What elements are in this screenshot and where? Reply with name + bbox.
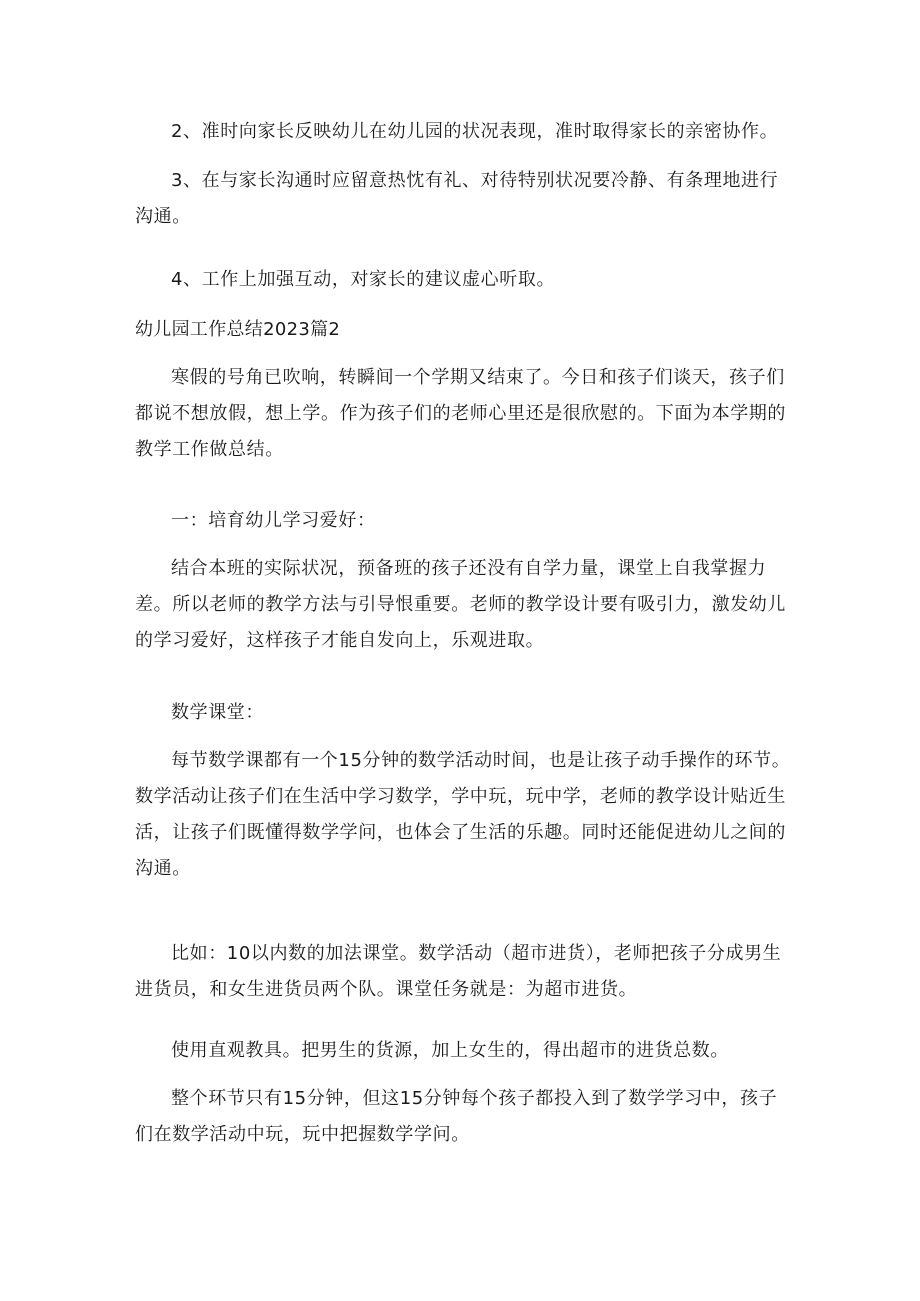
paragraph-teaching-aids: 使用直观教具。把男生的货源，加上女生的，得出超市的进货总数。 (171, 1040, 729, 1061)
list-item-4: 4、工作上加强互动，对家长的建议虚心听取。 (171, 269, 556, 290)
list-item-3: 3、在与家长沟通时应留意热忱有礼、对待特别状况要冷静、有条理地进行沟通。 (135, 170, 779, 227)
intro-paragraph: 寒假的号角已吹响，转瞬间一个学期又结束了。今日和孩子们谈天，孩子们都说不想放假，想上学。作为孩子们的老师心里还是很欣慰的。下面为本学期的教学工作做总结。 (135, 367, 786, 460)
paragraph-math-activity: 每节数学课都有一个15分钟的数学活动时间，也是让孩子动手操作的环节。数学活动让孩子们在生活中学习数学，学中玩，玩中学，老师的教学设计贴近生活，让孩子们既懂得数学学问，也体会了生活的乐趣。同时还能促进幼儿之间的沟通。 (135, 750, 791, 879)
paragraph-example: 比如：10以内数的加法课堂。数学活动（超市进货），老师把孩子分成男生进货员，和女生进货员两个队。课堂任务就是：为超市进货。 (135, 943, 782, 1000)
subheading-math-class: 数学课堂： (171, 702, 264, 723)
paragraph-interest: 结合本班的实际状况，预备班的孩子还没有自学力量，课堂上自我掌握力差。所以老师的教学方法与引导恨重要。老师的教学设计要有吸引力，激发幼儿的学习爱好，这样孩子才能自发向上，乐观进取。 (135, 558, 786, 651)
list-item-2: 2、准时向家长反映幼儿在幼儿园的状况表现，准时取得家长的亲密协作。 (171, 121, 779, 142)
paragraph-summary: 整个环节只有15分钟，但这15分钟每个孩子都投入到了数学学习中，孩子们在数学活动中玩，玩中把握数学学问。 (135, 1088, 778, 1145)
subheading-interest: 一：培育幼儿学习爱好： (171, 510, 376, 531)
section-title: 幼儿园工作总结2023篇2 (135, 319, 341, 340)
